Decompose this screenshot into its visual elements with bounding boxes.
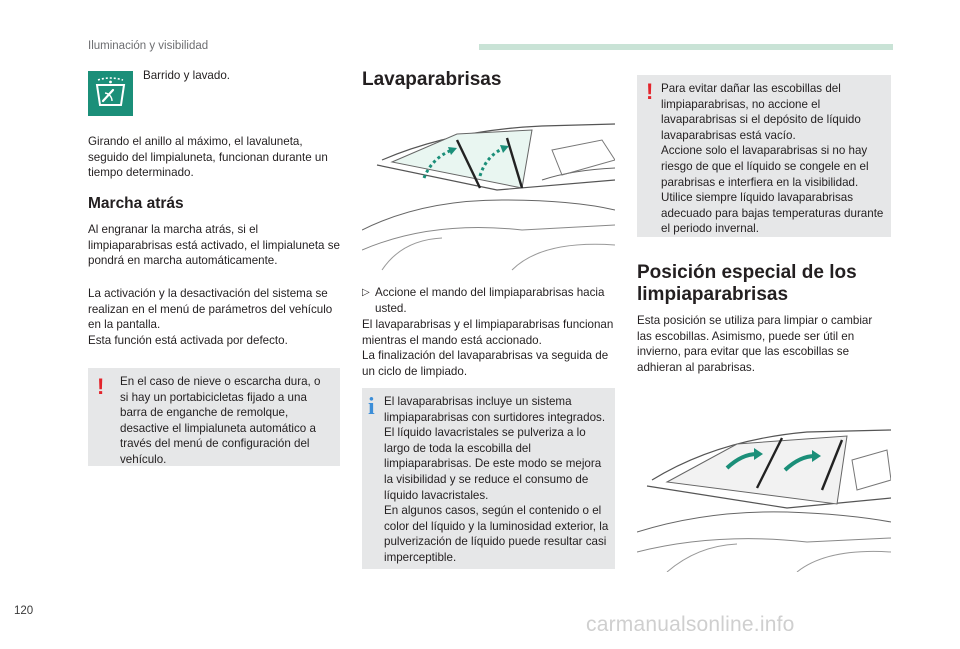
page-number: 120	[14, 605, 34, 617]
bullet-text: Accione el mando del limpiaparabrisas hacia usted.	[375, 286, 605, 315]
header-bar	[479, 44, 893, 50]
paragraph-posicion: Esta posición se utiliza para limpiar o cambiar las escobillas. Asimismo, puede ser útil en invierno, para evitar que las escobillas se adhieran al parabrisas.	[637, 314, 873, 374]
warning-icon: !	[646, 79, 654, 104]
heading-marcha-atras: Marcha atrás	[88, 195, 184, 212]
paragraph-finalizacion: La finalización del lavaparabrisas va seguida de un ciclo de limpiado.	[362, 349, 609, 378]
info-text-3: En algunos casos, según el contenido o el color del líquido y la luminosidad exterior, la pulverización de líquido puede resultar casi imperceptible.	[384, 504, 609, 564]
heading-lavaparabrisas: Lavaparabrisas	[362, 69, 502, 90]
heading-line-2: limpiaparabrisas	[637, 284, 789, 305]
warning-icon: !	[97, 374, 105, 399]
warning-text-2: Accione solo el lavaparabrisas si no hay riesgo de que el líquido se congele en el parabrisas e interfiera en la visibilidad. Utilice siempre líquido lavaparabrisas adecuado para bajas temperaturas durante el periodo invernal.	[661, 144, 884, 236]
info-icon: i	[368, 394, 375, 420]
heading-posicion-especial	[637, 262, 857, 306]
heading-line-1: Posición especial de los	[637, 262, 857, 283]
paragraph-funcionan: El lavaparabrisas y el limpiaparabrisas funcionan mientras el mando está accionado.	[362, 318, 614, 347]
paragraph-activacion: La activación y la desactivación del sistema se realizan en el menú de parámetros del vehículo en la pantalla.	[88, 287, 333, 332]
watermark: carmanualsonline.info	[586, 613, 795, 636]
paragraph-anillo: Girando el anillo al máximo, el lavaluneta, seguido del limpialuneta, funcionan durante un tiempo determinado.	[88, 135, 328, 180]
warning-text: En el caso de nieve o escarcha dura, o si hay un portabicicletas fijado a una barra de enganche de remolque, desactive el limpialuneta automático a través del menú de configuración del vehículo.	[120, 375, 321, 466]
info-text-1: El lavaparabrisas incluye un sistema limpiaparabrisas con surtidores integrados.	[384, 395, 606, 424]
wiper-service-position-illustration	[637, 420, 891, 572]
warning-note-escobillas	[637, 75, 891, 237]
paragraph-marcha: Al engranar la marcha atrás, si el limpiaparabrisas está activado, el limpialuneta se pondrá en marcha automáticamente.	[88, 223, 340, 268]
info-note-lavaparabrisas	[362, 388, 615, 569]
windscreen-washer-illustration	[362, 120, 615, 275]
icon-caption: Barrido y lavado.	[143, 69, 230, 82]
instruction-bullet	[362, 285, 612, 316]
chapter-title: Iluminación y visibilidad	[88, 40, 209, 52]
warning-note-nieve	[88, 368, 340, 466]
paragraph-defecto: Esta función está activada por defecto.	[88, 334, 288, 347]
wiper-service-position-svg	[637, 420, 891, 572]
wipe-wash-icon	[88, 71, 133, 116]
windscreen-washer-illustration-svg	[362, 120, 615, 275]
bullet-arrow-icon: ▷	[362, 287, 370, 298]
info-text-2: El líquido lavacristales se pulveriza a lo largo de toda la escobilla del limpiaparabrisas. De este modo se mejora la visibilidad y se reduce el consumo de líquido lavacristales.	[384, 426, 602, 502]
warning-text-1: Para evitar dañar las escobillas del limpiaparabrisas, no accione el lavaparabrisas si el depósito de líquido lavaparabrisas está vacío.	[661, 82, 861, 142]
